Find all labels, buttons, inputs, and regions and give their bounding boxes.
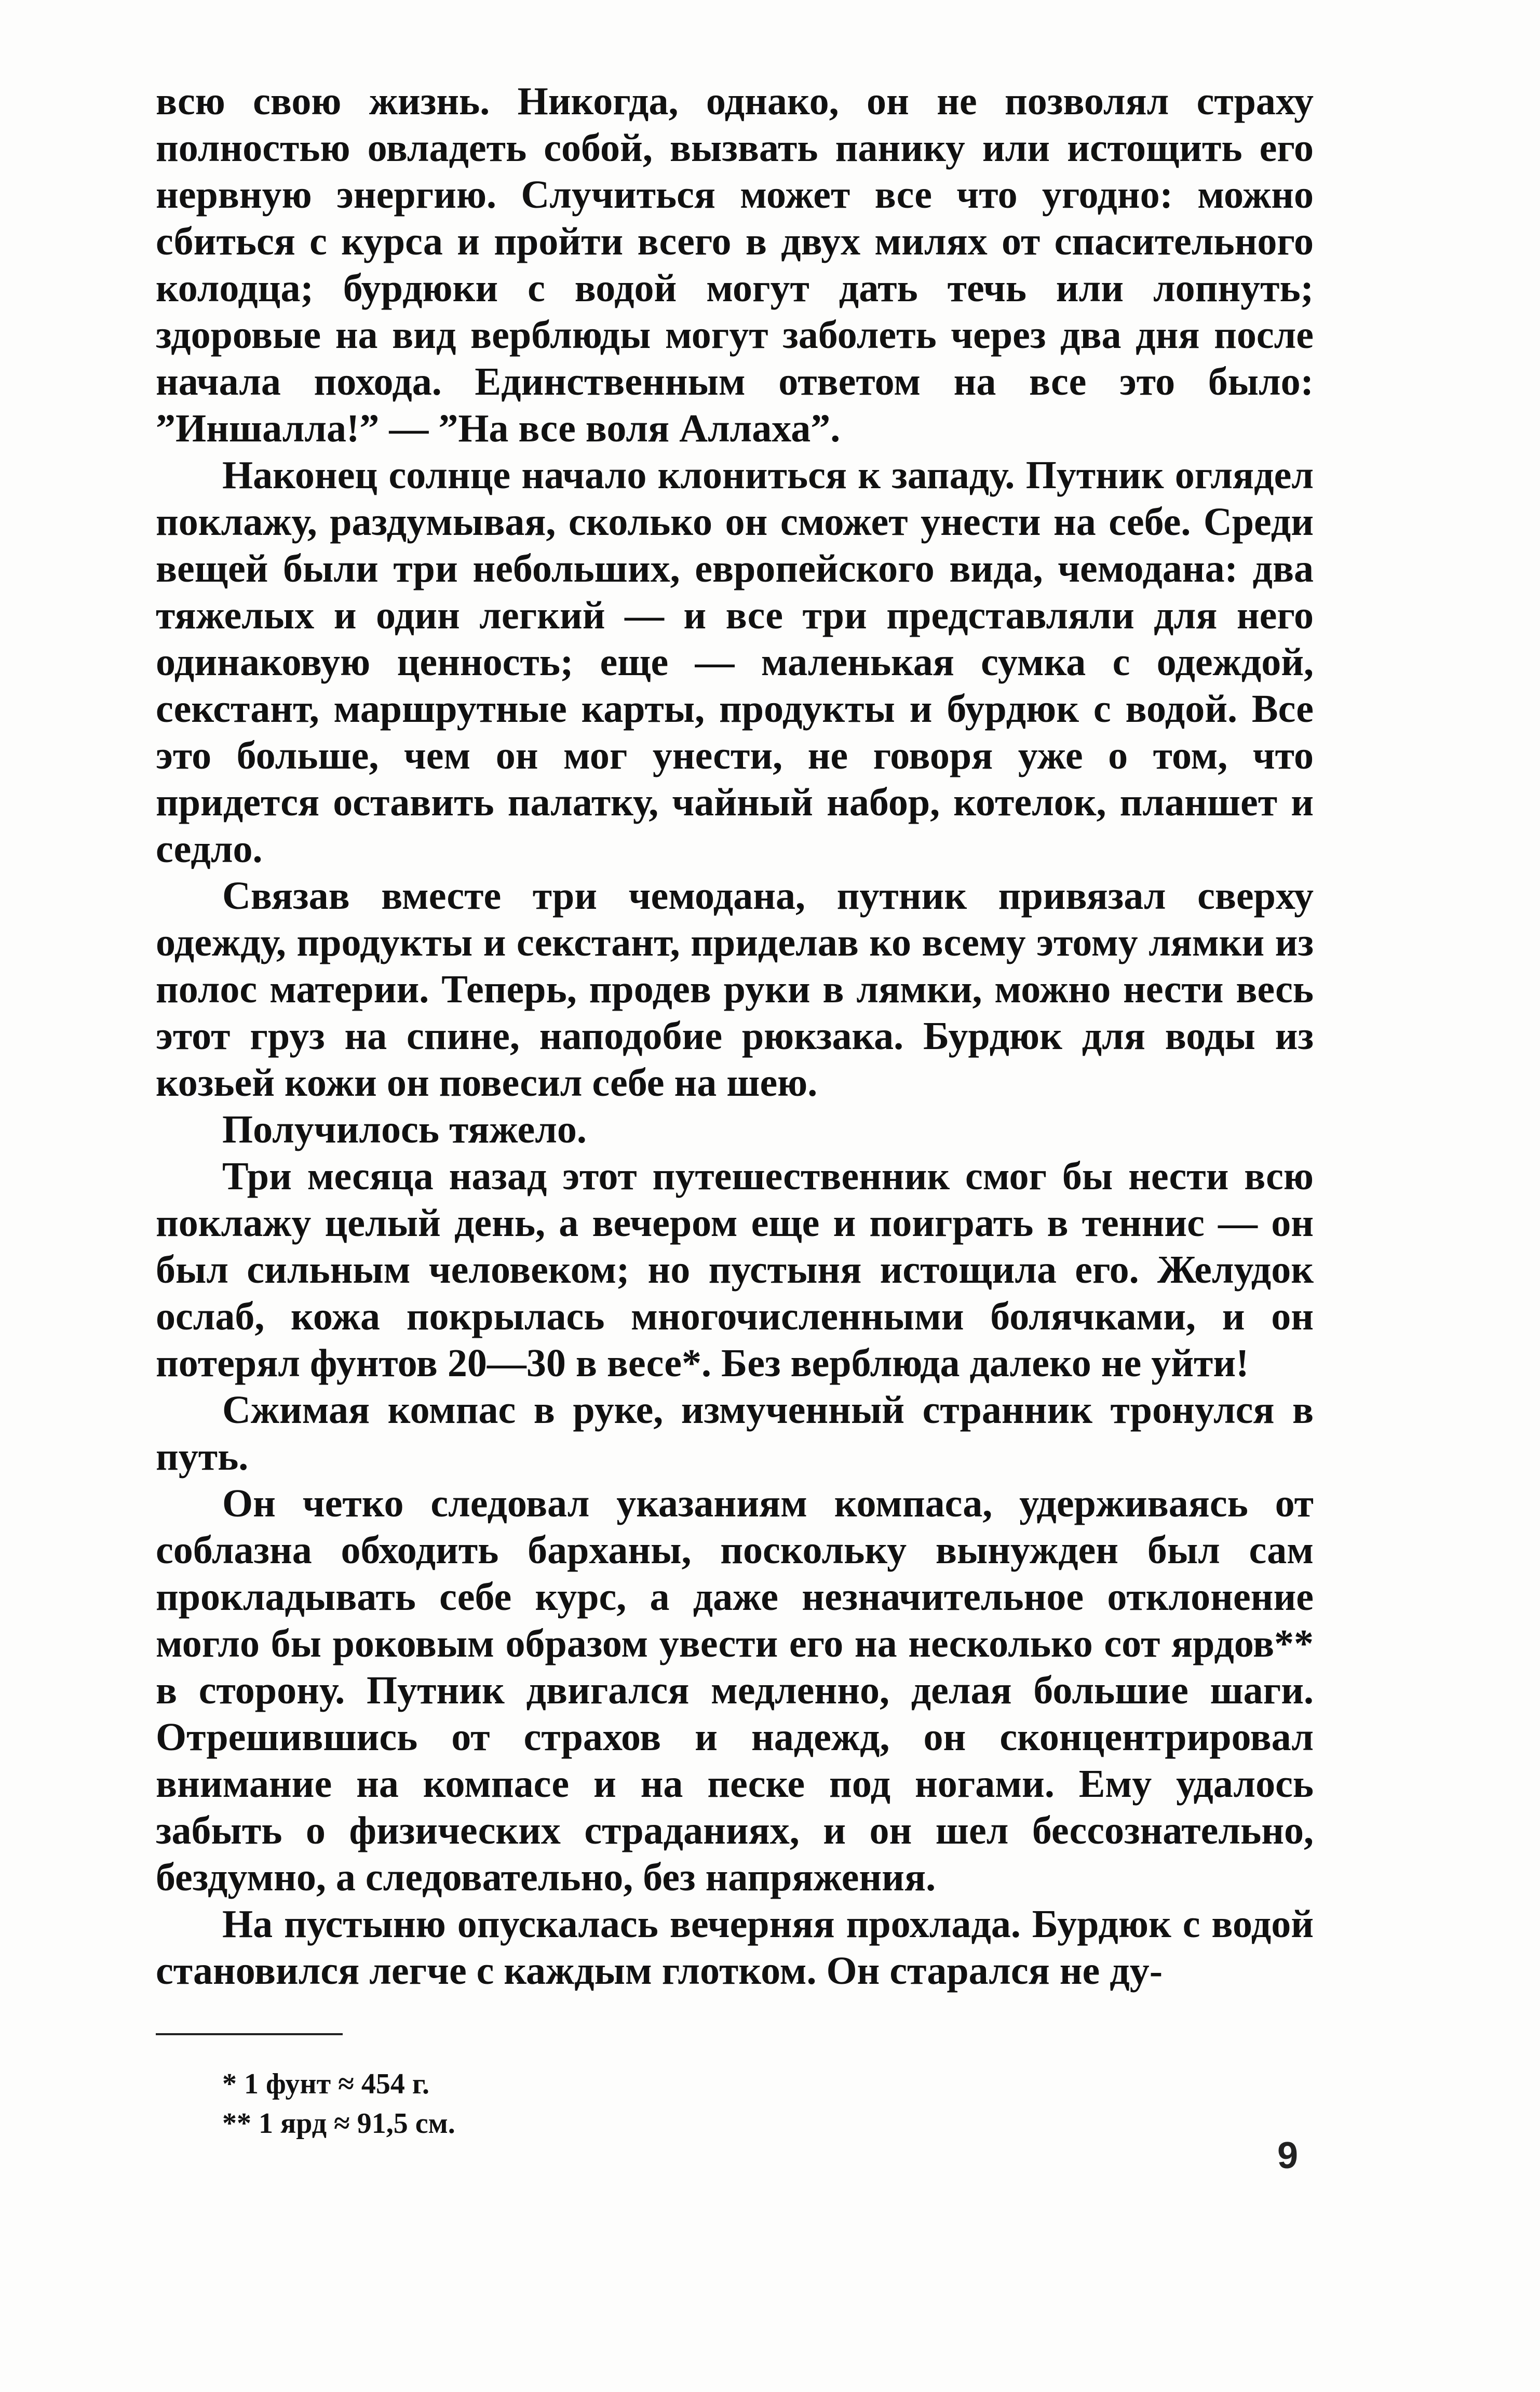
footnote-pound: * 1 фунт ≈ 454 г. [222, 2068, 429, 2100]
page-number: 9 [1277, 2135, 1299, 2176]
paragraph-7: Он четко следовал указаниям компаса, удерживаясь от соблазна обходить барханы, поскольку вынужден был сам прокладывать себе курс, а даже незначительное отклонение могло бы роковым образом увести его на несколько сот ярдов** в сторону. Путник двигался медленно, делая большие шаги. Отрешившись от страхов и надежд, он сконцентрировал внимание на компасе и на песке под ногами. Ему удалось забыть о физических страданиях, и он шел бессознательно, бездумно, а следовательно, без напряжения. [156, 1482, 1314, 1899]
paragraph-8: На пустыню опускалась вечерняя прохлада. Бурдюк с водой становился легче с каждым глотком. Он старался не ду- [156, 1902, 1314, 1993]
paragraph-4: Получилось тяжело. [222, 1108, 587, 1151]
body-text [156, 78, 1314, 1994]
paragraph-5: Три месяца назад этот путешественник смог бы нести всю поклажу целый день, а вечером еще и поиграть в теннис — он был сильным человеком; но пустыня истощила его. Желудок ослаб, кожа покрылась многочисленными болячками, и он потерял фунтов 20—30 в весе*. Без верблюда далеко не уйти! [156, 1154, 1314, 1385]
footnote-yard: ** 1 ярд ≈ 91,5 см. [222, 2107, 455, 2140]
paragraph-2: Наконец солнце начало клониться к западу. Путник оглядел поклажу, раздумывая, сколько он сможет унести на себе. Среди вещей были три небольших, европейского вида, чемодана: два тяжелых и один легкий — и все три представляли для него одинаковую ценность; еще — маленькая сумка с одеждой, секстант, маршрутные карты, продукты и бурдюк с водой. Все это больше, чем он мог унести, не говоря уже о том, что придется оставить палатку, чайный набор, котелок, планшет и седло. [156, 453, 1314, 871]
footnote-divider [156, 2033, 343, 2035]
paragraph-6: Сжимая компас в руке, измученный странник тронулся в путь. [156, 1388, 1314, 1479]
paragraph-1: всю свою жизнь. Никогда, однако, он не позволял страху полностью овладеть собой, вызвать панику или истощить его нервную энергию. Случиться может все что угодно: можно сбиться с курса и пройти всего в двух милях от спасительного колодца; бурдюки с водой могут дать течь или лопнуть; здоровые на вид верблюды могут заболеть через два дня после начала похода. Единственным ответом на все это было: ”Иншалла!” — ”На все воля Аллаха”. [156, 79, 1314, 450]
paragraph-3: Связав вместе три чемодана, путник привязал сверху одежду, продукты и секстант, приделав ко всему этому лямки из полос материи. Теперь, продев руки в лямки, можно нести весь этот груз на спине, наподобие рюкзака. Бурдюк для воды из козьей кожи он повесил себе на шею. [156, 874, 1314, 1105]
footnotes [222, 2064, 455, 2143]
